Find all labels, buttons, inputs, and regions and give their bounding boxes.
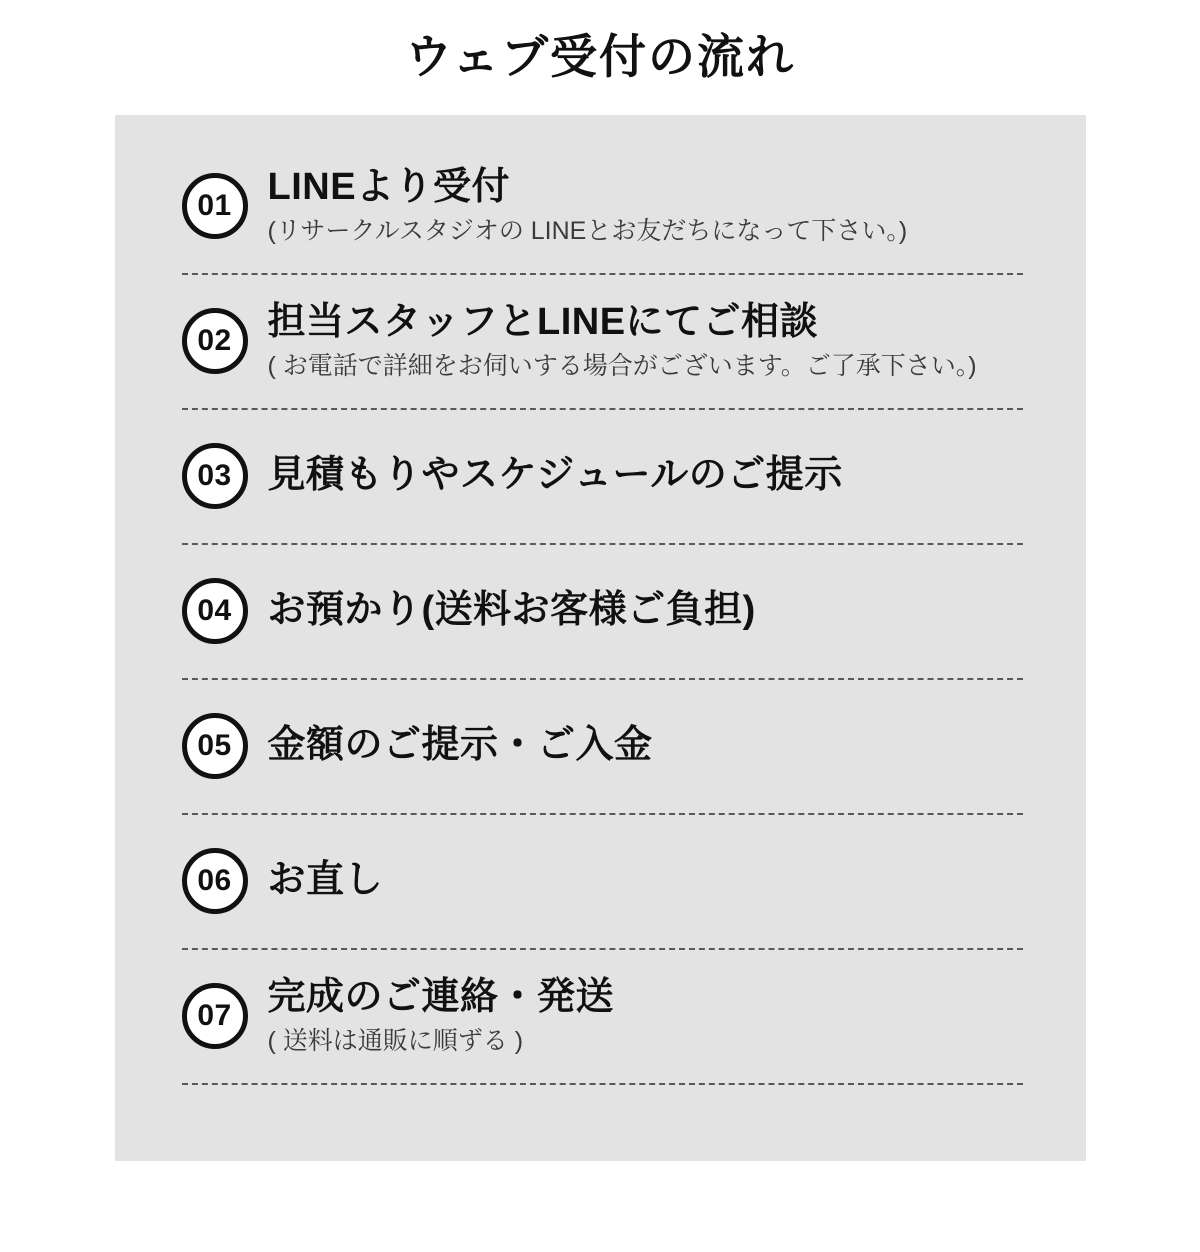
step-texts	[268, 859, 384, 903]
step-texts	[268, 589, 756, 633]
step-row	[182, 680, 1023, 815]
step-number-badge	[182, 713, 248, 779]
step-number: 06	[197, 864, 232, 898]
step-number: 04	[197, 594, 232, 628]
step-title: お預かり(送料お客様ご負担)	[267, 589, 756, 632]
step-row	[182, 950, 1023, 1085]
step-row	[182, 275, 1023, 410]
step-texts	[268, 454, 843, 498]
flow-panel	[115, 115, 1086, 1161]
step-texts	[268, 976, 615, 1057]
step-number-badge	[182, 443, 248, 509]
step-note: (リサークルスタジオの LINEとお友だちになって下さい。)	[267, 217, 908, 246]
step-row	[182, 545, 1023, 680]
step-number: 03	[197, 459, 232, 493]
step-title: LINEより受付	[267, 165, 511, 208]
step-title: 見積もりやスケジュールのご提示	[267, 454, 843, 497]
step-number: 01	[197, 189, 232, 223]
step-number-badge	[182, 173, 248, 239]
step-number-badge	[182, 848, 248, 914]
page-title: ウェブ受付の流れ	[404, 30, 796, 83]
step-note: ( お電話で詳細をお伺いする場合がございます。ご了承下さい。)	[267, 352, 977, 381]
step-note: ( 送料は通販に順ずる )	[267, 1027, 524, 1056]
step-row	[182, 815, 1023, 950]
step-row	[182, 140, 1023, 275]
step-texts	[268, 724, 653, 768]
step-texts	[268, 166, 908, 247]
step-texts	[268, 301, 977, 382]
step-title: 担当スタッフとLINEにてご相談	[267, 300, 819, 343]
step-row	[182, 410, 1023, 545]
step-number-badge	[182, 578, 248, 644]
step-number: 05	[197, 729, 232, 763]
step-title: 金額のご提示・ご入金	[267, 724, 653, 767]
step-title: 完成のご連絡・発送	[267, 975, 615, 1018]
step-number: 07	[197, 999, 232, 1033]
step-number-badge	[182, 983, 248, 1049]
step-number-badge	[182, 308, 248, 374]
step-title: お直し	[267, 859, 384, 902]
step-number: 02	[197, 324, 232, 358]
